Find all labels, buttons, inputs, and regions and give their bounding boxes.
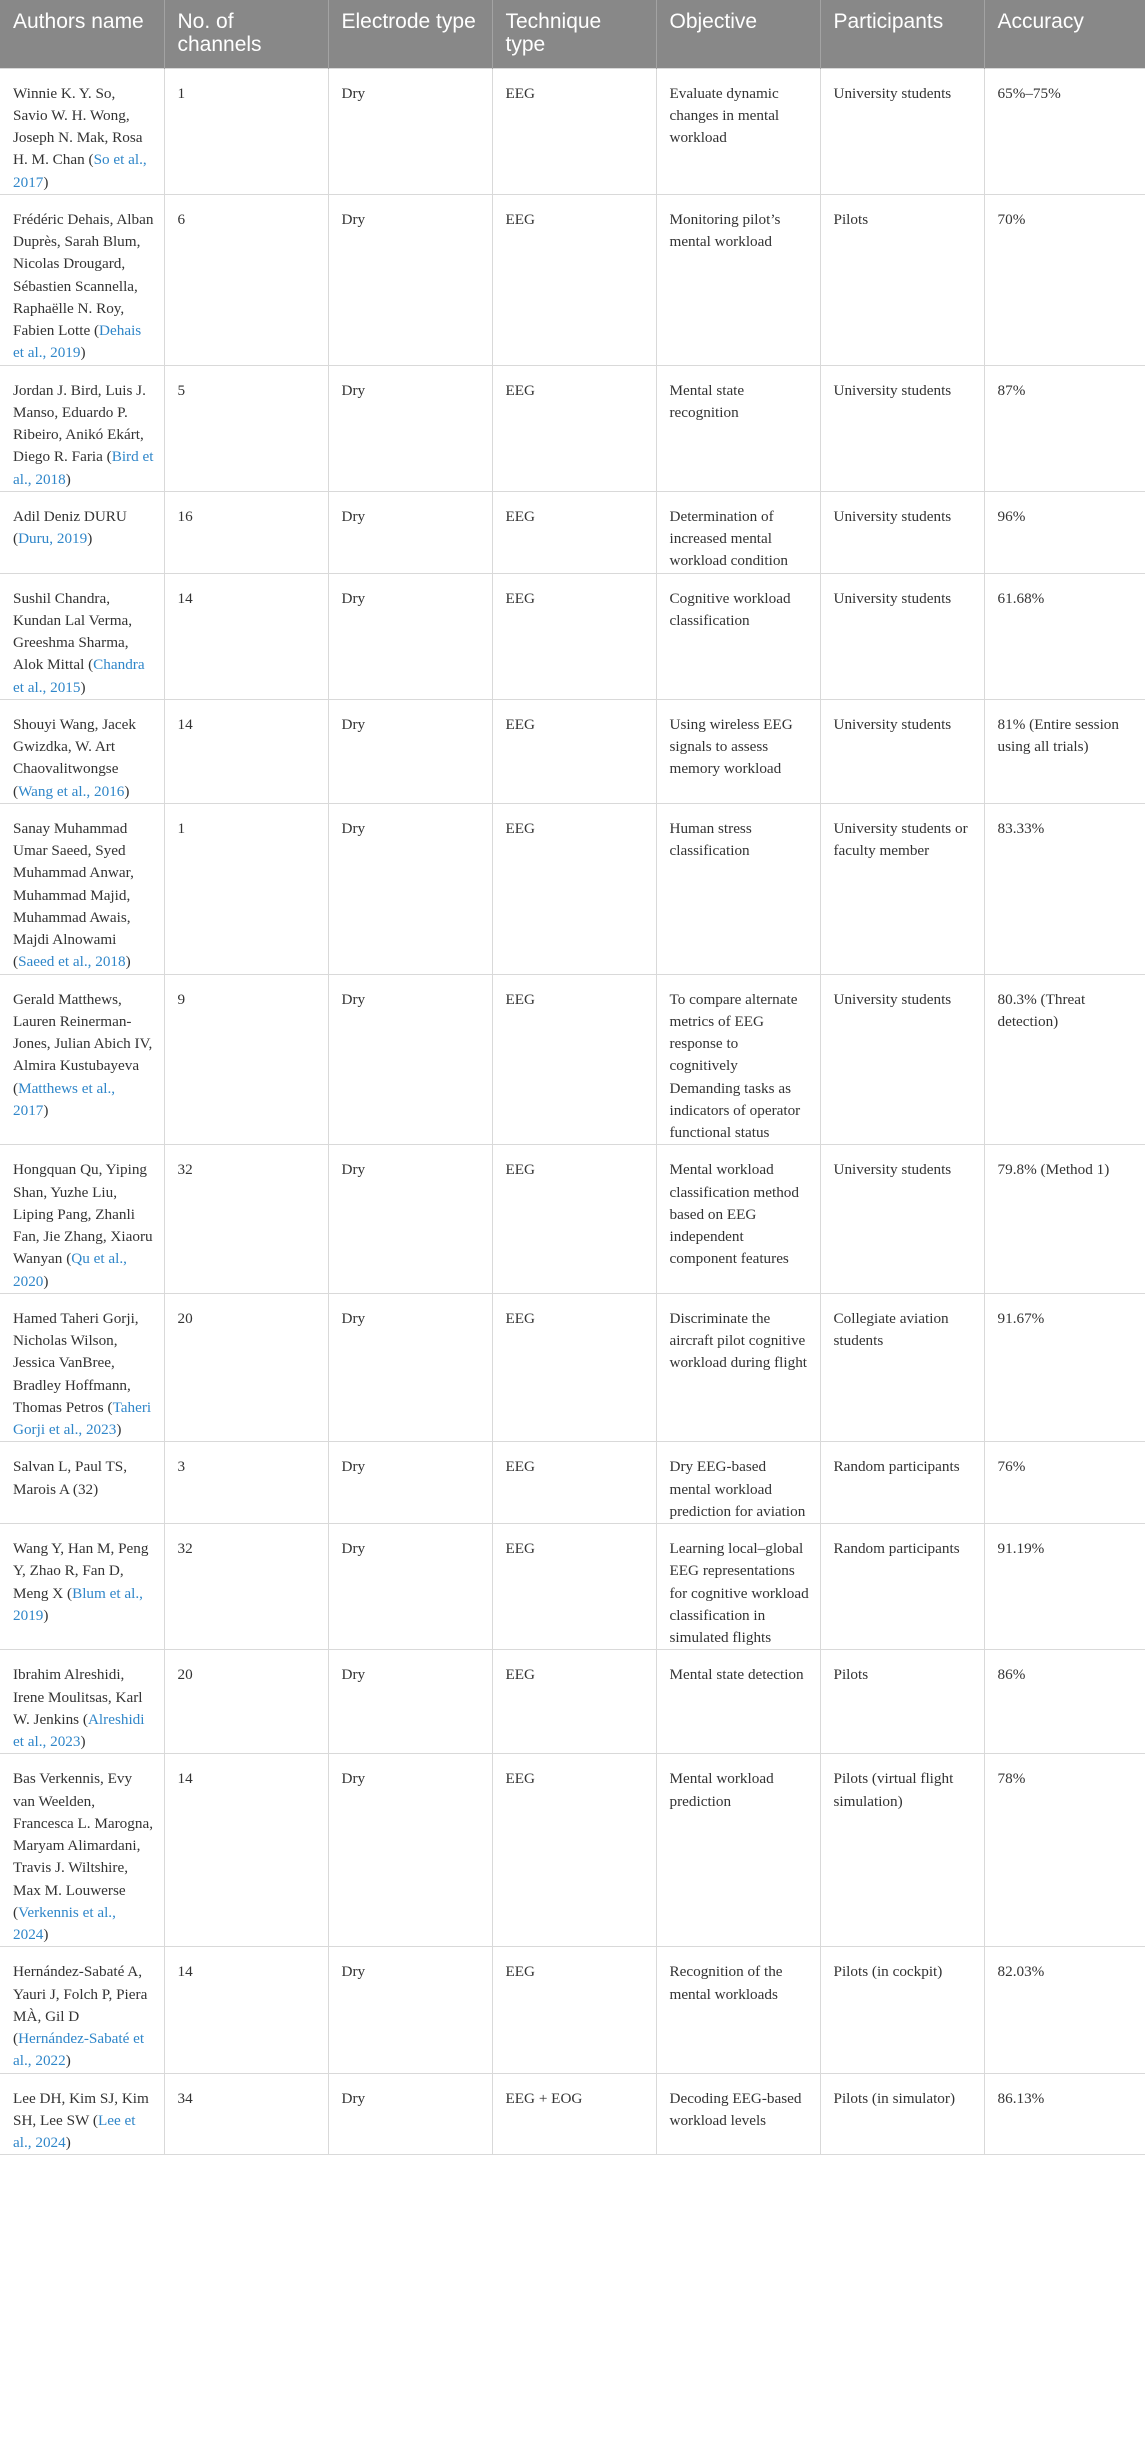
author-names: Hernández-Sabaté A, Yauri J, Folch P, Piera MÀ, Gil D	[13, 1963, 148, 2025]
cell-objective: Human stress classification	[656, 803, 820, 974]
citation-link[interactable]: Saeed et al., 2018	[18, 953, 126, 971]
cell-objective: Mental state detection	[656, 1650, 820, 1754]
table-row	[0, 68, 1145, 194]
cell-objective: Monitoring pilot’s mental workload	[656, 194, 820, 365]
cell-accuracy: 78%	[984, 1754, 1145, 1947]
table-row	[0, 365, 1145, 491]
header-technique: Technique type	[492, 0, 656, 68]
cell-technique: EEG	[492, 68, 656, 194]
citation-link[interactable]: Taheri Gorji et al., 2023	[13, 1398, 152, 1438]
table-row	[0, 1145, 1145, 1294]
cell-electrode: Dry	[328, 68, 492, 194]
cell-authors: Hamed Taheri Gorji, Nicholas Wilson, Jessica VanBree, Bradley Hoffmann, Thomas Petros (Taheri Gorji et al., 2023)	[0, 1293, 164, 1442]
header-row	[0, 0, 1145, 68]
cell-electrode: Dry	[328, 1293, 492, 1442]
cell-participants: Pilots (in cockpit)	[820, 1947, 984, 2073]
cell-technique: EEG	[492, 1650, 656, 1754]
cell-accuracy: 91.19%	[984, 1524, 1145, 1650]
cell-technique: EEG	[492, 491, 656, 573]
cell-participants: University students	[820, 573, 984, 699]
cell-electrode: Dry	[328, 194, 492, 365]
cell-channels: 3	[164, 1442, 328, 1524]
cell-participants: Pilots (virtual flight simulation)	[820, 1754, 984, 1947]
cell-objective: Recognition of the mental workloads	[656, 1947, 820, 2073]
citation-link[interactable]: Alreshidi et al., 2023	[13, 1710, 145, 1750]
author-names: Frédéric Dehais, Alban Duprès, Sarah Blum, Nicolas Drougard, Sébastien Scannella, Raphaëlle N. Roy, Fabien Lotte	[13, 210, 154, 339]
cell-accuracy: 65%–75%	[984, 68, 1145, 194]
cell-channels: 6	[164, 194, 328, 365]
cell-participants: University students	[820, 974, 984, 1145]
citation-link[interactable]: Blum et al., 2019	[13, 1584, 143, 1624]
cell-electrode: Dry	[328, 573, 492, 699]
author-names: Shouyi Wang, Jacek Gwizdka, W. Art Chaovalitwongse	[13, 715, 136, 778]
citation-link[interactable]: Matthews et al., 2017	[13, 1079, 116, 1119]
cell-accuracy: 80.3% (Threat detection)	[984, 974, 1145, 1145]
cell-accuracy: 91.67%	[984, 1293, 1145, 1442]
cell-channels: 20	[164, 1293, 328, 1442]
cell-authors: Frédéric Dehais, Alban Duprès, Sarah Blum, Nicolas Drougard, Sébastien Scannella, Raphaëlle N. Roy, Fabien Lotte (Dehais et al., 2019)	[0, 194, 164, 365]
table-row	[0, 1524, 1145, 1650]
cell-channels: 14	[164, 1947, 328, 2073]
author-names: Lee DH, Kim SJ, Kim SH, Lee SW	[13, 2089, 149, 2129]
cell-electrode: Dry	[328, 2073, 492, 2155]
cell-objective: To compare alternate metrics of EEG response to cognitively Demanding tasks as indicators of operator functional status	[656, 974, 820, 1145]
author-names: Ibrahim Alreshidi, Irene Moulitsas, Karl W. Jenkins	[13, 1666, 143, 1728]
cell-authors: Ibrahim Alreshidi, Irene Moulitsas, Karl W. Jenkins (Alreshidi et al., 2023)	[0, 1650, 164, 1754]
cell-accuracy: 76%	[984, 1442, 1145, 1524]
cell-electrode: Dry	[328, 1442, 492, 1524]
cell-accuracy: 82.03%	[984, 1947, 1145, 2073]
cell-objective: Decoding EEG-based workload levels	[656, 2073, 820, 2155]
cell-technique: EEG	[492, 1754, 656, 1947]
cell-participants: Pilots	[820, 194, 984, 365]
cell-technique: EEG + EOG	[492, 2073, 656, 2155]
cell-technique: EEG	[492, 1524, 656, 1650]
cell-objective: Using wireless EEG signals to assess memory workload	[656, 699, 820, 803]
cell-authors	[0, 1442, 164, 1524]
header-objective: Objective	[656, 0, 820, 68]
cell-channels: 1	[164, 68, 328, 194]
cell-authors: Bas Verkennis, Evy van Weelden, Francesca L. Marogna, Maryam Alimardani, Travis J. Wiltshire, Max M. Louwerse (Verkennis et al., 2024)	[0, 1754, 164, 1947]
cell-authors: Sanay Muhammad Umar Saeed, Syed Muhammad Anwar, Muhammad Majid, Muhammad Awais, Majdi Alnowami (Saeed et al., 2018)	[0, 803, 164, 974]
table-row	[0, 1293, 1145, 1442]
cell-channels: 34	[164, 2073, 328, 2155]
cell-authors: Wang Y, Han M, Peng Y, Zhao R, Fan D, Meng X (Blum et al., 2019)	[0, 1524, 164, 1650]
cell-electrode: Dry	[328, 365, 492, 491]
cell-participants: Pilots	[820, 1650, 984, 1754]
cell-authors: Shouyi Wang, Jacek Gwizdka, W. Art Chaovalitwongse (Wang et al., 2016)	[0, 699, 164, 803]
cell-technique: EEG	[492, 365, 656, 491]
cell-objective: Mental workload prediction	[656, 1754, 820, 1947]
cell-accuracy: 70%	[984, 194, 1145, 365]
table-row	[0, 573, 1145, 699]
author-names: Adil Deniz DURU	[13, 507, 127, 525]
cell-accuracy: 83.33%	[984, 803, 1145, 974]
cell-channels: 1	[164, 803, 328, 974]
table-row	[0, 2073, 1145, 2155]
cell-electrode: Dry	[328, 1650, 492, 1754]
author-names: Jordan J. Bird, Luis J. Manso, Eduardo P. Ribeiro, Anikó Ekárt, Diego R. Faria	[13, 381, 146, 466]
cell-participants: University students or faculty member	[820, 803, 984, 974]
cell-electrode: Dry	[328, 803, 492, 974]
cell-electrode: Dry	[328, 1947, 492, 2073]
cell-electrode: Dry	[328, 1754, 492, 1947]
cell-participants: University students	[820, 491, 984, 573]
cell-authors: Hongquan Qu, Yiping Shan, Yuzhe Liu, Liping Pang, Zhanli Fan, Jie Zhang, Xiaoru Wanyan (Qu et al., 2020)	[0, 1145, 164, 1294]
cell-channels: 9	[164, 974, 328, 1145]
cell-accuracy: 81% (Entire session using all trials)	[984, 699, 1145, 803]
citation-link[interactable]: Verkennis et al., 2024	[13, 1903, 116, 1943]
cell-technique: EEG	[492, 699, 656, 803]
cell-electrode: Dry	[328, 1524, 492, 1650]
author-names: Hamed Taheri Gorji, Nicholas Wilson, Jessica VanBree, Bradley Hoffmann, Thomas Petros	[13, 1309, 139, 1416]
cell-participants: University students	[820, 68, 984, 194]
cell-electrode: Dry	[328, 699, 492, 803]
citation-link[interactable]: So et al., 2017	[13, 151, 147, 191]
cell-channels: 14	[164, 1754, 328, 1947]
cell-technique: EEG	[492, 1145, 656, 1294]
cell-channels: 32	[164, 1524, 328, 1650]
author-names: Sushil Chandra, Kundan Lal Verma, Greeshma Sharma, Alok Mittal	[13, 589, 133, 674]
citation-link[interactable]: Chandra et al., 2015	[13, 656, 145, 696]
cell-technique: EEG	[492, 1442, 656, 1524]
cell-accuracy: 79.8% (Method 1)	[984, 1145, 1145, 1294]
cell-electrode: Dry	[328, 974, 492, 1145]
header-electrode: Electrode type	[328, 0, 492, 68]
cell-authors: Lee DH, Kim SJ, Kim SH, Lee SW (Lee et al., 2024)	[0, 2073, 164, 2155]
table-body	[0, 68, 1145, 2155]
table-row	[0, 1754, 1145, 1947]
cell-accuracy: 86%	[984, 1650, 1145, 1754]
cell-authors: Gerald Matthews, Lauren Reinerman-Jones, Julian Abich IV, Almira Kustubayeva (Matthews et al., 2017)	[0, 974, 164, 1145]
cell-participants: University students	[820, 699, 984, 803]
cell-channels: 32	[164, 1145, 328, 1294]
table-row	[0, 699, 1145, 803]
table-row	[0, 1650, 1145, 1754]
cell-authors: Sushil Chandra, Kundan Lal Verma, Greeshma Sharma, Alok Mittal (Chandra et al., 2015)	[0, 573, 164, 699]
author-names: Wang Y, Han M, Peng Y, Zhao R, Fan D, Meng X	[13, 1540, 149, 1602]
cell-objective: Dry EEG-based mental workload prediction for aviation	[656, 1442, 820, 1524]
cell-objective: Learning local–global EEG representations for cognitive workload classification in simulated flights	[656, 1524, 820, 1650]
author-names: Gerald Matthews, Lauren Reinerman-Jones, Julian Abich IV, Almira Kustubayeva	[13, 990, 153, 1075]
cell-authors: Adil Deniz DURU (Duru, 2019)	[0, 491, 164, 573]
cell-channels: 5	[164, 365, 328, 491]
cell-objective: Mental workload classification method based on EEG independent component features	[656, 1145, 820, 1294]
cell-technique: EEG	[492, 194, 656, 365]
header-participants: Participants	[820, 0, 984, 68]
cell-technique: EEG	[492, 974, 656, 1145]
cell-objective: Evaluate dynamic changes in mental workload	[656, 68, 820, 194]
table-header	[0, 0, 1145, 68]
cell-accuracy: 61.68%	[984, 573, 1145, 699]
cell-channels: 14	[164, 573, 328, 699]
cell-participants: University students	[820, 1145, 984, 1294]
cell-authors: Hernández-Sabaté A, Yauri J, Folch P, Piera MÀ, Gil D (Hernández-Sabaté et al., 2022)	[0, 1947, 164, 2073]
author-names: Bas Verkennis, Evy van Weelden, Francesca L. Marogna, Maryam Alimardani, Travis J. Wiltshire, Max M. Louwerse	[13, 1770, 154, 1899]
author-names: Sanay Muhammad Umar Saeed, Syed Muhammad Anwar, Muhammad Majid, Muhammad Awais, Majdi Alnowami	[13, 819, 134, 948]
citation-link[interactable]: Dehais et al., 2019	[13, 322, 142, 362]
cell-channels: 16	[164, 491, 328, 573]
table-row	[0, 194, 1145, 365]
cell-electrode: Dry	[328, 1145, 492, 1294]
cell-accuracy: 87%	[984, 365, 1145, 491]
table-row	[0, 1947, 1145, 2073]
table-row	[0, 491, 1145, 573]
citation-link[interactable]: Qu et al., 2020	[13, 1250, 127, 1290]
cell-accuracy: 86.13%	[984, 2073, 1145, 2155]
header-accuracy: Accuracy	[984, 0, 1145, 68]
cell-objective: Determination of increased mental workload condition	[656, 491, 820, 573]
cell-objective: Discriminate the aircraft pilot cognitive workload during flight	[656, 1293, 820, 1442]
header-authors: Authors name	[0, 0, 164, 68]
author-names: Salvan L, Paul TS, Marois A (32)	[13, 1458, 128, 1498]
author-names: Winnie K. Y. So, Savio W. H. Wong, Joseph N. Mak, Rosa H. M. Chan	[13, 84, 143, 169]
cell-technique: EEG	[492, 573, 656, 699]
cell-accuracy: 96%	[984, 491, 1145, 573]
author-names: Hongquan Qu, Yiping Shan, Yuzhe Liu, Liping Pang, Zhanli Fan, Jie Zhang, Xiaoru Wanyan	[13, 1161, 153, 1268]
cell-technique: EEG	[492, 1293, 656, 1442]
table-row	[0, 974, 1145, 1145]
cell-participants: Random participants	[820, 1524, 984, 1650]
cell-participants: Pilots (in simulator)	[820, 2073, 984, 2155]
cell-channels: 20	[164, 1650, 328, 1754]
table-row	[0, 803, 1145, 974]
cell-technique: EEG	[492, 803, 656, 974]
cell-technique: EEG	[492, 1947, 656, 2073]
cell-electrode: Dry	[328, 491, 492, 573]
citation-link[interactable]: Hernández-Sabaté et al., 2022	[13, 2030, 145, 2070]
cell-authors: Winnie K. Y. So, Savio W. H. Wong, Joseph N. Mak, Rosa H. M. Chan (So et al., 2017)	[0, 68, 164, 194]
citation-link[interactable]: Bird et al., 2018	[13, 448, 154, 488]
cell-participants: Random participants	[820, 1442, 984, 1524]
cell-authors: Jordan J. Bird, Luis J. Manso, Eduardo P. Ribeiro, Anikó Ekárt, Diego R. Faria (Bird et al., 2018)	[0, 365, 164, 491]
cell-objective: Cognitive workload classification	[656, 573, 820, 699]
header-channels: No. of channels	[164, 0, 328, 68]
cell-objective: Mental state recognition	[656, 365, 820, 491]
cell-participants: University students	[820, 365, 984, 491]
table-row	[0, 1442, 1145, 1524]
citation-link[interactable]: Wang et al., 2016	[18, 782, 125, 800]
citation-link[interactable]: Lee et al., 2024	[13, 2111, 136, 2151]
cell-participants: Collegiate aviation students	[820, 1293, 984, 1442]
citation-link[interactable]: Duru, 2019	[18, 530, 88, 547]
cell-channels: 14	[164, 699, 328, 803]
